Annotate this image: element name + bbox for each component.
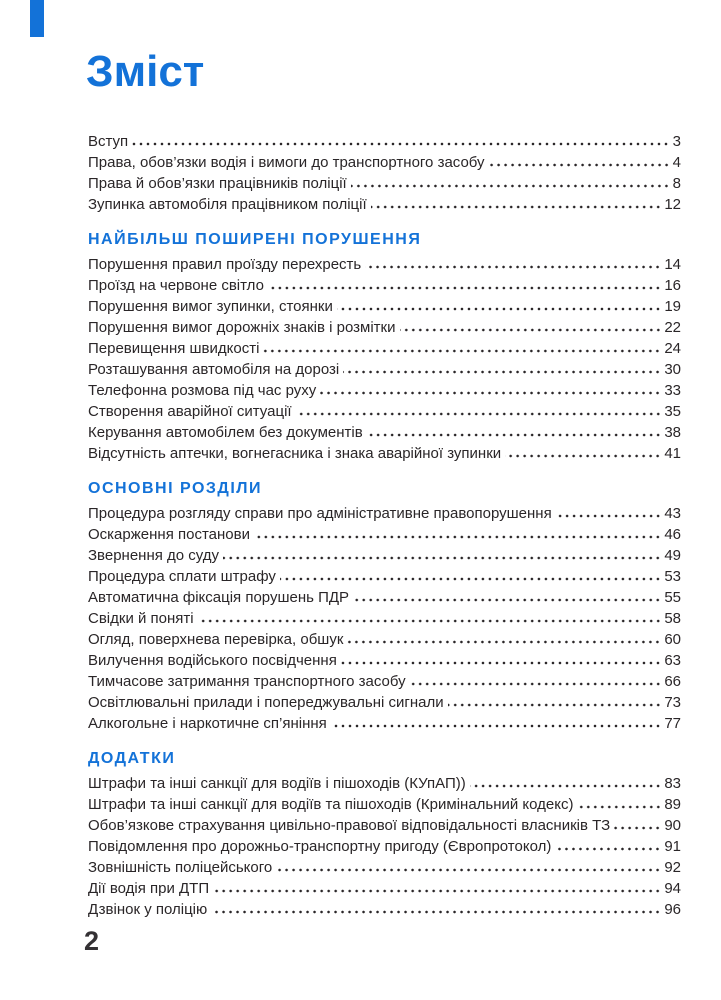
- dot-leader-icon: [470, 784, 662, 788]
- toc-entry[interactable]: [88, 545, 681, 566]
- toc-entry-title: Розташування автомобіля на дорозі: [88, 361, 340, 378]
- toc-entry[interactable]: [88, 899, 681, 920]
- toc-entry-title: Вилучення водійського посвідчення: [88, 652, 337, 669]
- toc-entry-page: 41: [664, 445, 681, 462]
- section-heading: ДОДАТКИ: [88, 750, 176, 767]
- toc-entry[interactable]: [88, 524, 681, 545]
- dot-leader-icon: [213, 889, 661, 893]
- toc-entry-page: 53: [664, 568, 681, 585]
- section-heading: НАЙБІЛЬШ ПОШИРЕНІ ПОРУШЕННЯ: [88, 231, 422, 248]
- toc-entry[interactable]: [88, 650, 681, 671]
- toc-entry-page: 35: [664, 403, 681, 420]
- dot-leader-icon: [578, 805, 662, 809]
- toc-entry[interactable]: [88, 401, 681, 422]
- toc-entry[interactable]: [88, 254, 681, 275]
- toc-entry[interactable]: [88, 713, 681, 734]
- toc-entry-title: Оскарження постанови: [88, 526, 250, 543]
- toc-entry-page: 89: [664, 796, 681, 813]
- toc-entry[interactable]: [88, 275, 681, 296]
- toc-entry-page: 33: [664, 382, 681, 399]
- toc-entry[interactable]: [88, 338, 681, 359]
- toc-entry-page: 58: [664, 610, 681, 627]
- dot-leader-icon: [365, 265, 661, 269]
- toc-entry-page: 96: [664, 901, 681, 918]
- dot-leader-icon: [400, 328, 662, 332]
- page-corner-tab: [30, 0, 44, 37]
- toc-entry-title: Автоматична фіксація порушень ПДР: [88, 589, 350, 606]
- toc-entry-page: 49: [664, 547, 681, 564]
- dot-leader-icon: [263, 349, 661, 353]
- dot-leader-icon: [320, 391, 661, 395]
- dot-leader-icon: [132, 142, 669, 146]
- toc-section: [88, 479, 681, 734]
- section-heading: ОСНОВНІ РОЗДІЛИ: [88, 480, 262, 497]
- toc-entry-title: Вступ: [88, 133, 129, 150]
- dot-leader-icon: [367, 433, 662, 437]
- toc-entry[interactable]: [88, 173, 681, 194]
- toc-intro-list: [88, 131, 681, 215]
- toc-entry-page: 8: [672, 175, 681, 192]
- section-item-list: [88, 254, 681, 464]
- dot-leader-icon: [371, 205, 662, 209]
- toc-entry-page: 94: [664, 880, 681, 897]
- toc-entry[interactable]: [88, 317, 681, 338]
- toc-entry[interactable]: [88, 587, 681, 608]
- toc-entry[interactable]: [88, 773, 681, 794]
- toc-entry-title: Процедура розгляду справи про адміністративне правопорушення: [88, 505, 552, 522]
- dot-leader-icon: [410, 682, 662, 686]
- toc-entry-title: Керування автомобілем без документів: [88, 424, 363, 441]
- toc-entry-title: Повідомлення про дорожньо-транспортну пригоду (Європротокол): [88, 838, 552, 855]
- toc-entry-title: Перевищення швидкості: [88, 340, 260, 357]
- folio-page-number: 2: [84, 926, 100, 956]
- toc-entry-title: Порушення вимог дорожніх знаків і розмітки: [88, 319, 396, 336]
- toc-entry-title: Штрафи та інші санкції для водіїв і пішоходів (КУпАП)): [88, 775, 466, 792]
- dot-leader-icon: [341, 661, 661, 665]
- toc-entry[interactable]: [88, 878, 681, 899]
- toc-entry[interactable]: [88, 608, 681, 629]
- dot-leader-icon: [351, 184, 670, 188]
- toc-entry-page: 91: [664, 838, 681, 855]
- dot-leader-icon: [331, 724, 662, 728]
- toc-entry[interactable]: [88, 671, 681, 692]
- toc-entry-page: 46: [664, 526, 681, 543]
- section-item-list: [88, 503, 681, 734]
- toc-entry-page: 55: [664, 589, 681, 606]
- dot-leader-icon: [353, 598, 661, 602]
- dot-leader-icon: [211, 910, 661, 914]
- toc-entry-title: Порушення вимог зупинки, стоянки: [88, 298, 333, 315]
- toc-entry-page: 66: [664, 673, 681, 690]
- toc-entry-page: 63: [664, 652, 681, 669]
- toc-entry-title: Відсутність аптечки, вогнегасника і знака аварійної зупинки: [88, 445, 502, 462]
- toc-entry-title: Проїзд на червоне світло: [88, 277, 264, 294]
- dot-leader-icon: [296, 412, 662, 416]
- toc-entry-page: 3: [672, 133, 681, 150]
- toc-entry-page: 16: [664, 277, 681, 294]
- toc-entry-title: Процедура сплати штрафу: [88, 568, 276, 585]
- toc-entry-page: 12: [664, 196, 681, 213]
- toc-content: [88, 0, 681, 920]
- toc-entry-title: Тимчасове затримання транспортного засобу: [88, 673, 406, 690]
- toc-entry-page: 22: [664, 319, 681, 336]
- toc-entry[interactable]: [88, 503, 681, 524]
- toc-entry-title: Порушення правил проїзду перехресть: [88, 256, 362, 273]
- toc-entry-page: 4: [672, 154, 681, 171]
- toc-entry-page: 83: [664, 775, 681, 792]
- toc-entry-page: 19: [664, 298, 681, 315]
- toc-entry[interactable]: [88, 815, 681, 836]
- toc-entry-page: 38: [664, 424, 681, 441]
- toc-entry-title: Зупинка автомобіля працівником поліції: [88, 196, 367, 213]
- dot-leader-icon: [223, 556, 661, 560]
- toc-entry[interactable]: [88, 131, 681, 152]
- dot-leader-icon: [198, 619, 662, 623]
- dot-leader-icon: [555, 847, 661, 851]
- toc-entry-page: 73: [664, 694, 681, 711]
- dot-leader-icon: [254, 535, 661, 539]
- toc-entry-title: Телефонна розмова під час руху: [88, 382, 317, 399]
- dot-leader-icon: [280, 577, 661, 581]
- toc-entry[interactable]: [88, 194, 681, 215]
- page-title: Зміст: [86, 47, 205, 96]
- dot-leader-icon: [343, 370, 661, 374]
- toc-entry-page: 60: [664, 631, 681, 648]
- dot-leader-icon: [556, 514, 662, 518]
- dot-leader-icon: [505, 454, 661, 458]
- toc-entry-page: 77: [664, 715, 681, 732]
- toc-entry[interactable]: [88, 692, 681, 713]
- toc-entry[interactable]: [88, 422, 681, 443]
- toc-entry[interactable]: [88, 296, 681, 317]
- toc-entry-title: Огляд, поверхнева перевірка, обшук: [88, 631, 344, 648]
- toc-entry-title: Звернення до суду: [88, 547, 220, 564]
- toc-entry[interactable]: [88, 857, 681, 878]
- toc-entry[interactable]: [88, 359, 681, 380]
- toc-entry[interactable]: [88, 836, 681, 857]
- toc-entry-title: Права, обов’язки водія і вимоги до транспортного засобу: [88, 154, 485, 171]
- toc-sections: [88, 230, 681, 920]
- toc-entry-page: 92: [664, 859, 681, 876]
- toc-entry-title: Свідки й поняті: [88, 610, 194, 627]
- toc-entry-title: Права й обов’язки працівників поліції: [88, 175, 347, 192]
- toc-entry-title: Створення аварійної ситуації: [88, 403, 292, 420]
- dot-leader-icon: [614, 826, 661, 830]
- section-item-list: [88, 773, 681, 920]
- dot-leader-icon: [276, 868, 661, 872]
- toc-entry-page: 24: [664, 340, 681, 357]
- toc-entry-title: Дії водія при ДТП: [88, 880, 210, 897]
- toc-entry[interactable]: [88, 794, 681, 815]
- toc-entry-page: 90: [664, 817, 681, 834]
- toc-entry-page: 14: [664, 256, 681, 273]
- toc-entry[interactable]: [88, 443, 681, 464]
- toc-entry-title: Дзвінок у поліцію: [88, 901, 208, 918]
- toc-entry-title: Освітлювальні прилади і попереджувальні сигнали: [88, 694, 444, 711]
- toc-section: [88, 749, 681, 920]
- dot-leader-icon: [347, 640, 661, 644]
- toc-section: [88, 230, 681, 464]
- toc-entry-page: 30: [664, 361, 681, 378]
- toc-entry[interactable]: [88, 566, 681, 587]
- dot-leader-icon: [337, 307, 661, 311]
- toc-entry-title: Зовнішність поліцейського: [88, 859, 273, 876]
- dot-leader-icon: [268, 286, 661, 290]
- toc-entry[interactable]: [88, 629, 681, 650]
- toc-entry[interactable]: [88, 380, 681, 401]
- toc-entry-title: Алкогольне і наркотичне сп’яніння: [88, 715, 327, 732]
- dot-leader-icon: [489, 163, 670, 167]
- dot-leader-icon: [448, 703, 662, 707]
- toc-entry-title: Обов’язкове страхування цивільно-правової відповідальності власників ТЗ: [88, 817, 611, 834]
- toc-entry[interactable]: [88, 152, 681, 173]
- toc-entry-page: 43: [664, 505, 681, 522]
- toc-entry-title: Штрафи та інші санкції для водіїв та пішоходів (Кримінальний кодекс): [88, 796, 574, 813]
